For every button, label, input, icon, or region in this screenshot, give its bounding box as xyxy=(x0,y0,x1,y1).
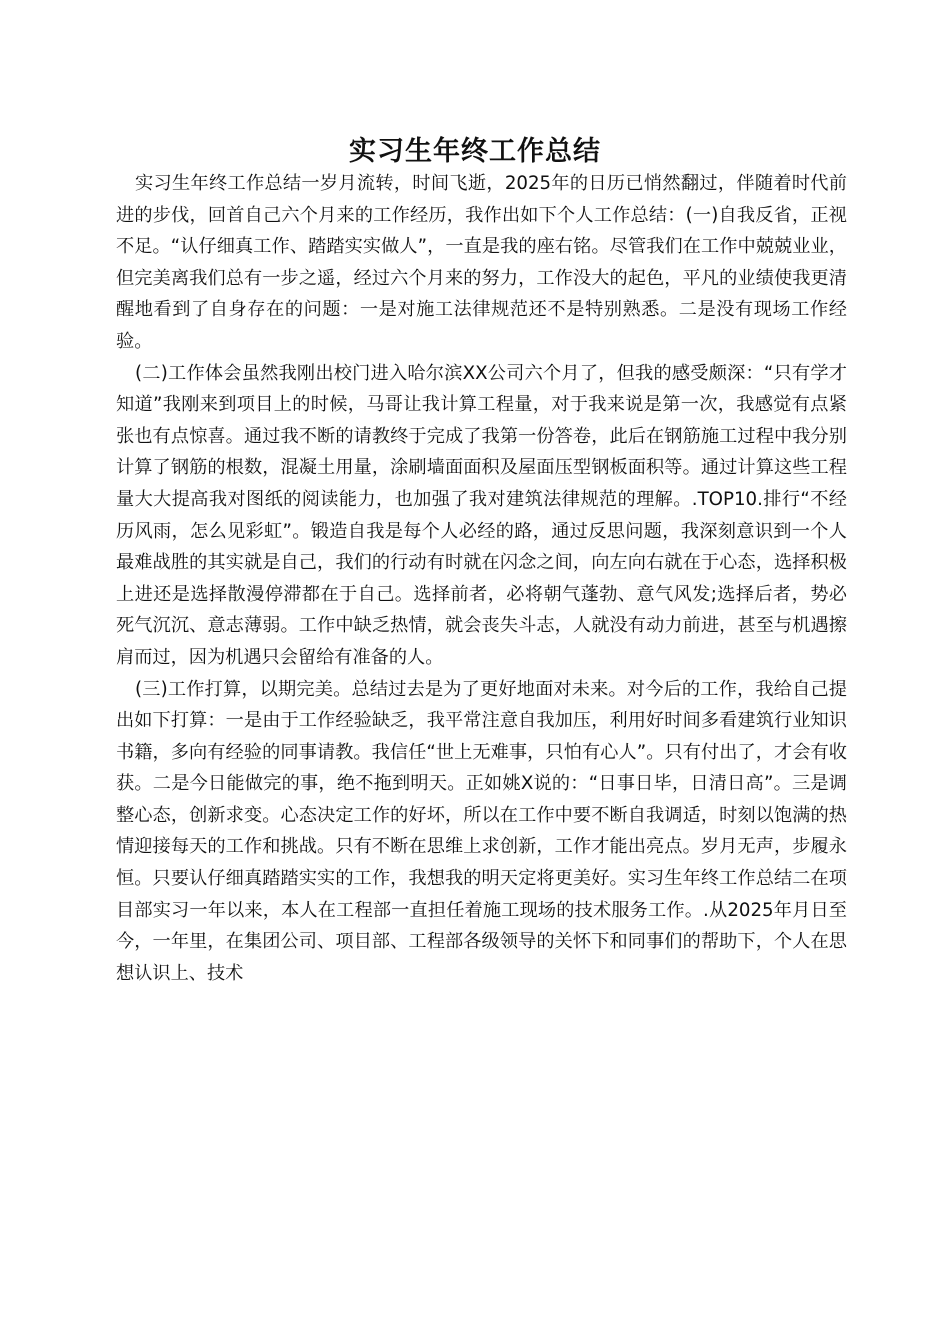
paragraph-self-reflection: 实习生年终工作总结一岁月流转，时间飞逝，2025年的日历已悄然翻过，伴随着时代前进的步伐，回首自己六个月来的工作经历，我作出如下个人工作总结：(一)自我反省，正视不足。“认仔细真工作、踏踏实实做人”，一直是我的座右铭。尽管我们在工作中兢兢业业，但完美离我们总有一步之遥，经过六个月来的努力，工作没大的起色，平凡的业绩使我更清醒地看到了自身存在的问题：一是对施工法律规范还不是特别熟悉。二是没有现场工作经验。 xyxy=(116,173,847,352)
paragraph-work-experience: (二)工作体会虽然我刚出校门进入哈尔滨XX公司六个月了，但我的感受颇深：“只有学才知道”我刚来到项目上的时候，马哥让我计算工程量，对于我来说是第一次，我感觉有点紧张也有点惊喜。通过我不断的请教终于完成了我第一份答卷，此后在钢筋施工过程中我分别计算了钢筋的根数，混凝土用量，涂刷墙面面积及屋面压型钢板面积等。通过计算这些工程量大大提高我对图纸的阅读能力，也加强了我对建筑法律规范的理解。.TOP10.排行“不经历风雨，怎么见彩虹”。锻造自我是每个人必经的路，通过反思问题，我深刻意识到一个人最难战胜的其实就是自己，我们的行动有时就在闪念之间，向左向右就在于心态，选择积极上进还是选择散漫停滞都在于自己。选择前者，必将朝气蓬勃、意气风发;选择后者，势必死气沉沉、意志薄弱。工作中缺乏热情，就会丧失斗志，人就没有动力前进，甚至与机遇擦肩而过，因为机遇只会留给有准备的人。 xyxy=(116,362,847,668)
document-title: 实习生年终工作总结 xyxy=(349,136,601,167)
document-body xyxy=(116,168,847,989)
paragraph-work-plan: (三)工作打算，以期完美。总结过去是为了更好地面对未来。对今后的工作，我给自己提出如下打算：一是由于工作经验缺乏，我平常注意自我加压，利用好时间多看建筑行业知识书籍，多向有经验的同事请教。我信任“世上无难事，只怕有心人”。只有付出了，才会有收获。二是今日能做完的事，绝不拖到明天。正如姚X说的：“日事日毕，日清日高”。三是调整心态，创新求变。心态决定工作的好坏，所以在工作中要不断自我调适，时刻以饱满的热情迎接每天的工作和挑战。只有不断在思维上求创新，工作才能出亮点。岁月无声，步履永恒。只要认仔细真踏踏实实的工作，我想我的明天定将更美好。实习生年终工作总结二在项目部实习一年以来，本人在工程部一直担任着施工现场的技术服务工作。.从2025年月日至今，一年里，在集团公司、项目部、工程部各级领导的关怀下和同事们的帮助下，个人在思想认识上、技术 xyxy=(116,678,847,984)
